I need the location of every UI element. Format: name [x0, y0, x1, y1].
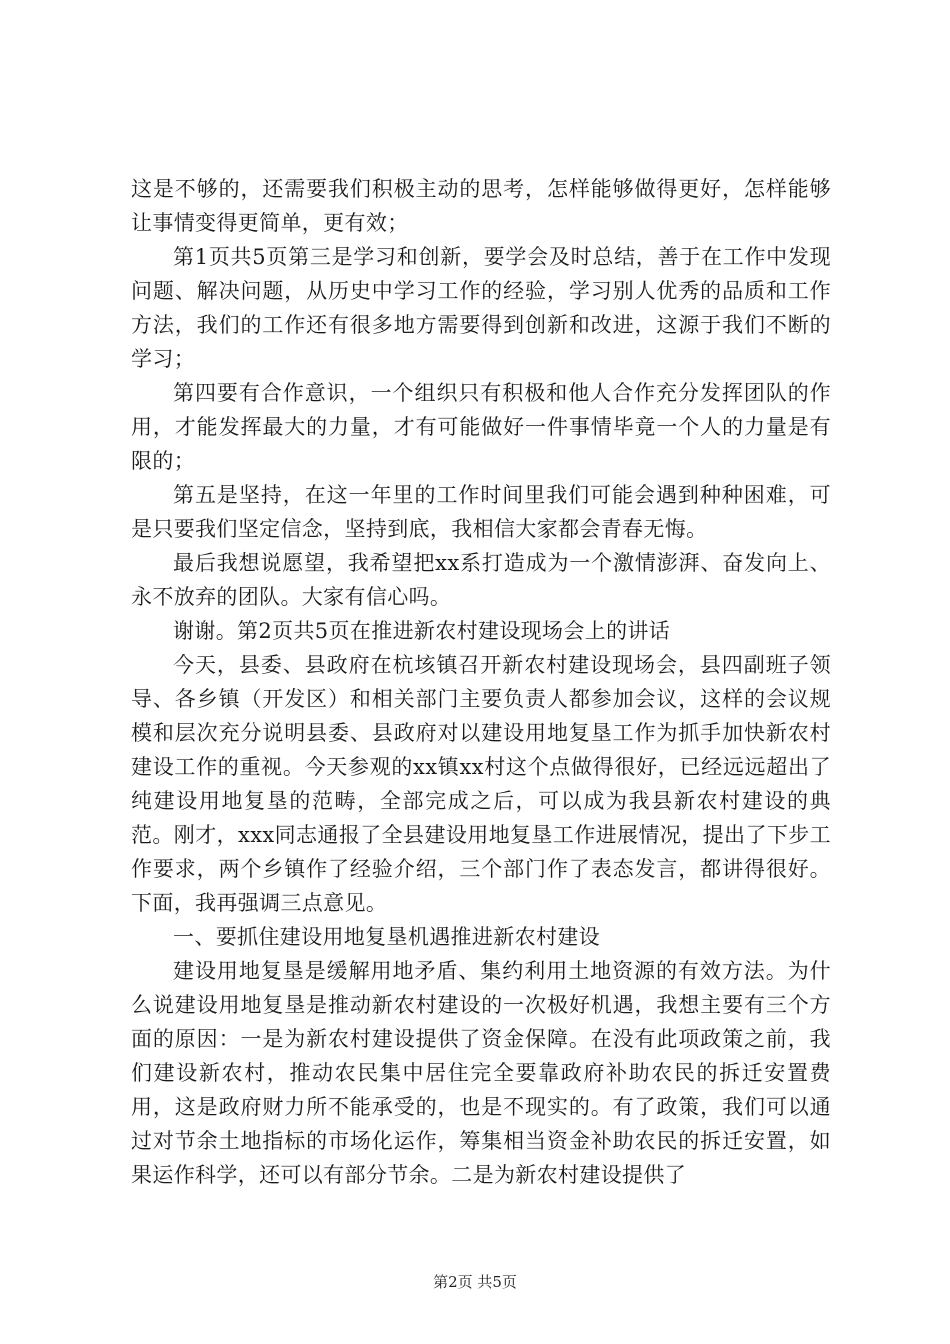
paragraph-2: 第1页共5页第三是学习和创新，要学会及时总结，善于在工作中发现问题、解决问题，从历史中学习工作的经验，学习别人优秀的品质和工作方法，我们的工作还有很多地方需要得到创新和改进，这源于我们不断的学习；	[131, 245, 831, 371]
paragraph-7: 今天，县委、县政府在杭垓镇召开新农村建设现场会，县四副班子领导、各乡镇（开发区）和相关部门主要负责人都参加会议，这样的会议规模和层次充分说明县委、县政府对以建设用地复垦工作为抓手加快新农村建设工作的重视。今天参观的xx镇xx村这个点做得很好，已经远远超出了纯建设用地复垦的范畴，全部完成之后，可以成为我县新农村建设的典范。刚才，xxx同志通报了全县建设用地复垦工作进展情况，提出了下步工作要求，两个乡镇作了经验介绍，三个部门作了表态发言，都讲得很好。下面，我再强调三点意见。	[131, 653, 831, 915]
section-heading: 一、要抓住建设用地复垦机遇推进新农村建设	[173, 925, 600, 949]
page-footer: 第2页 共5页	[433, 1273, 517, 1291]
document-body	[131, 172, 831, 1192]
paragraph-6: 谢谢。第2页共5页在推进新农村建设现场会上的讲话	[173, 619, 671, 643]
paragraph-3: 第四要有合作意识，一个组织只有积极和他人合作充分发挥团队的作用，才能发挥最大的力量，才有可能做好一件事情毕竟一个人的力量是有限的；	[131, 381, 831, 473]
paragraph-5: 最后我想说愿望，我希望把xx系打造成为一个激情澎湃、奋发向上、永不放弃的团队。大家有信心吗。	[131, 551, 831, 609]
paragraph-4: 第五是坚持，在这一年里的工作时间里我们可能会遇到种种困难，可是只要我们坚定信念，坚持到底，我相信大家都会青春无悔。	[131, 483, 831, 541]
paragraph-1: 这是不够的，还需要我们积极主动的思考，怎样能够做得更好，怎样能够让事情变得更简单，更有效；	[131, 177, 831, 235]
paragraph-9: 建设用地复垦是缓解用地矛盾、集约利用土地资源的有效方法。为什么说建设用地复垦是推动新农村建设的一次极好机遇，我想主要有三个方面的原因：一是为新农村建设提供了资金保障。在没有此项政策之前，我们建设新农村，推动农民集中居住完全要靠政府补助农民的拆迁安置费用，这是政府财力所不能承受的，也是不现实的。有了政策，我们可以通过对节余土地指标的市场化运作，筹集相当资金补助农民的拆迁安置，如果运作科学，还可以有部分节余。二是为新农村建设提供了	[131, 959, 831, 1187]
